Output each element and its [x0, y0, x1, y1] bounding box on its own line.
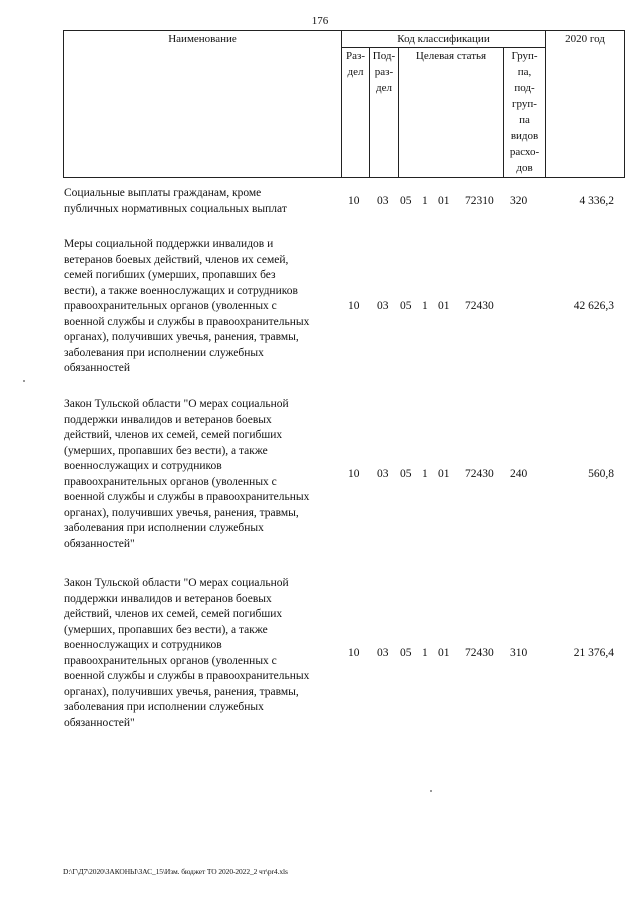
row-description-line: военной службы и службы в правоохранительных: [64, 491, 310, 503]
header-group-line: па,: [517, 66, 532, 78]
header-podrazdel-line: дел: [376, 82, 392, 94]
row-razdel: 10: [348, 647, 360, 659]
row-description-line: обязанностей: [64, 362, 130, 374]
row-description-line: действий, членов их семей, семей погибших: [64, 429, 283, 441]
row-target-main-event: 01: [438, 300, 450, 312]
page-number: 176: [311, 15, 329, 27]
row-podrazdel: 03: [377, 300, 389, 312]
row-description-line: военнослужащих и сотрудников: [64, 639, 222, 651]
row-description-line: действий, членов их семей, семей погибших: [64, 608, 283, 620]
row-description-line: правоохранительных органов (уволенных с: [64, 654, 277, 667]
row-target-direction: 72430: [465, 300, 494, 312]
header-target: Целевая статья: [399, 48, 504, 178]
row-amount: 42 626,3: [573, 300, 614, 312]
row-expense-type: 320: [510, 195, 528, 207]
header-group-line: Груп-: [511, 50, 538, 62]
row-expense-type: 310: [510, 647, 528, 659]
row-razdel: 10: [348, 300, 360, 312]
header-group-line: под-: [514, 82, 535, 94]
row-description: [64, 186, 344, 217]
row-target-main-event: 01: [438, 468, 450, 480]
row-description: [64, 397, 344, 552]
row-description-line: органах), получивших увечья, ранения, травмы,: [64, 685, 299, 698]
row-description-line: обязанностей": [64, 537, 135, 550]
row-description-line: обязанностей": [64, 716, 135, 729]
row-target-subprogram: 1: [422, 195, 428, 207]
row-razdel: 10: [348, 195, 360, 207]
header-name: Наименование: [64, 31, 342, 178]
header-razdel-line: дел: [347, 66, 364, 78]
row-target-direction: 72430: [465, 468, 494, 480]
file-path-footer: D:\Г\Д7\2020\ЗАКОНЫ\ЗАС_15\Изм. бюджет ТО 2020-2022_2 чт\pr4.xls: [63, 867, 288, 876]
row-description-line: поддержки инвалидов и ветеранов боевых: [64, 592, 272, 605]
row-target-subprogram: 1: [422, 647, 428, 659]
row-description: [64, 237, 344, 377]
header-podrazdel: [370, 48, 399, 178]
row-razdel: 10: [348, 468, 360, 480]
row-description-line: семей погибших (умерших, пропавших без: [64, 269, 276, 281]
row-description-line: правоохранительных органов (уволенных с: [64, 300, 277, 312]
row-description-line: военнослужащих и сотрудников: [64, 460, 222, 472]
header-group-line: па: [519, 114, 530, 126]
row-target-main-event: 01: [438, 195, 450, 207]
row-description-line: Закон Тульской области "О мерах социальной: [64, 577, 289, 589]
header-group-line: видов: [510, 130, 539, 142]
row-target-program: 05: [400, 468, 412, 480]
row-amount: 560,8: [588, 468, 614, 480]
row-description-line: заболевания при исполнении служебных: [64, 346, 264, 359]
row-description-line: правоохранительных органов (уволенных с: [64, 475, 277, 488]
row-description-line: органах), получивших увечья, ранения, травмы,: [64, 331, 299, 343]
header-year: 2020 год: [546, 31, 625, 178]
row-description-line: Меры социальной поддержки инвалидов и: [64, 238, 274, 250]
row-description: [64, 576, 344, 731]
row-description-line: Социальные выплаты гражданам, кроме: [64, 187, 262, 199]
header-group: [504, 48, 546, 178]
row-target-program: 05: [400, 647, 412, 659]
header-group-line: дов: [516, 162, 533, 174]
row-description-line: военной службы и службы в правоохранительных: [64, 315, 310, 328]
row-podrazdel: 03: [377, 647, 389, 659]
row-description-line: (умерших, пропавших без вести), а также: [64, 444, 268, 457]
header-podrazdel-line: раз-: [374, 66, 394, 78]
row-description-line: военной службы и службы в правоохранительных: [64, 670, 310, 682]
row-expense-type: 240: [510, 468, 528, 480]
row-target-main-event: 01: [438, 647, 450, 659]
row-description-line: заболевания при исполнении служебных: [64, 701, 264, 713]
row-podrazdel: 03: [377, 468, 389, 480]
table-header: [63, 30, 625, 178]
header-razdel: [342, 48, 370, 178]
header-group-line: расхо-: [509, 146, 540, 158]
row-target-direction: 72430: [465, 647, 494, 659]
row-target-program: 05: [400, 195, 412, 207]
row-amount: 21 376,4: [573, 647, 614, 659]
row-description-line: (умерших, пропавших без вести), а также: [64, 623, 268, 636]
row-description-line: ветеранов боевых действий, членов их семей,: [64, 253, 289, 266]
row-target-subprogram: 1: [422, 468, 428, 480]
header-classification: Код классификации: [342, 31, 546, 48]
row-description-line: заболевания при исполнении служебных: [64, 522, 264, 534]
row-target-direction: 72310: [465, 195, 494, 207]
row-description-line: вести), а также военнослужащих и сотрудников: [64, 284, 298, 297]
row-podrazdel: 03: [377, 195, 389, 207]
header-group-line: груп-: [512, 98, 537, 110]
scan-speck: [23, 380, 25, 382]
header-razdel-line: Раз-: [345, 50, 365, 62]
row-target-subprogram: 1: [422, 300, 428, 312]
header-podrazdel-line: Под-: [372, 50, 396, 62]
row-amount: 4 336,2: [579, 195, 614, 207]
row-description-line: публичных нормативных социальных выплат: [64, 202, 287, 215]
row-target-program: 05: [400, 300, 412, 312]
row-description-line: органах), получивших увечья, ранения, травмы,: [64, 506, 299, 519]
scan-speck: [430, 790, 432, 792]
row-description-line: Закон Тульской области "О мерах социальной: [64, 398, 289, 410]
row-description-line: поддержки инвалидов и ветеранов боевых: [64, 413, 272, 426]
